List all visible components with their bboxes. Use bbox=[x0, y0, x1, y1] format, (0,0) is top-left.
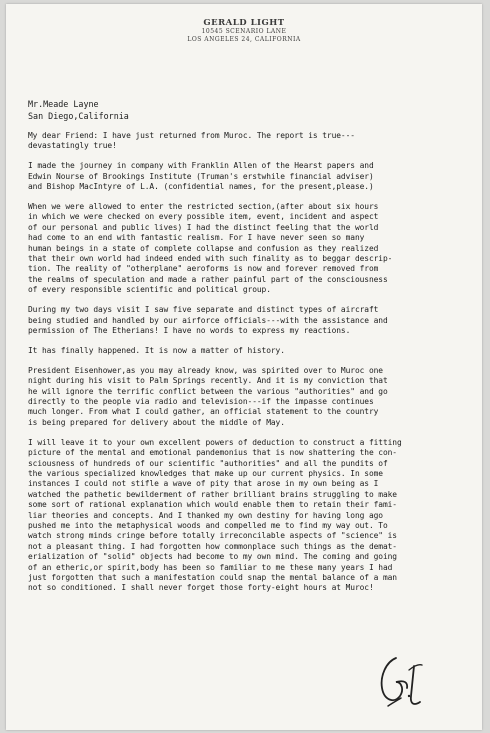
paragraph-restricted-section: When we were allowed to enter the restricted section,(after about six hours in which we were checked on every possible item, event, incident and aspect of our personal and public lives) I had the distinct feeling that the world had come to an end with fantastic realism. For I have never seen so many human beings in a state of complete collapse and confusion as they realized that their own world had indeed ended with such finality as to beggar descrip- tion. The reality of "otherplane" aeroforms is now and forever removed from the realms of speculation and made a rather painful part of the consciousness of every responsible scientific and political group. bbox=[28, 202, 393, 295]
letterhead-name: GERALD LIGHT bbox=[203, 18, 285, 28]
paragraph-salutation: My dear Friend: I have just returned from Muroc. The report is true--- devastatingly true! bbox=[28, 131, 355, 151]
letter-body bbox=[28, 131, 476, 603]
paragraph-companions: I made the journey in company with Franklin Allen of the Hearst papers and Edwin Nourse of Brookings Institute (Truman's erstwhile financial adviser) and Bishop MacIntyre of L.A. (confidential names, for the present,please.) bbox=[28, 161, 374, 192]
recipient-address bbox=[28, 98, 129, 122]
letterhead-city: LOS ANGELES 24, CALIFORNIA bbox=[187, 36, 301, 43]
handwritten-signature bbox=[374, 652, 424, 712]
paragraph-eisenhower: President Eisenhower,as you may already know, was spirited over to Muroc one night during his visit to Palm Springs recently. And it is my conviction that he will ignore the terrific conflict between the various "authorities" and go directly to the people via radio and television---if the impasse continues much longer. From what I could gather, an official statement to the country is being prepared for delivery about the middle of May. bbox=[28, 365, 388, 427]
letter-page bbox=[6, 4, 482, 730]
letterhead-street: 10545 SCENARIO LANE bbox=[201, 28, 287, 35]
letterhead bbox=[6, 18, 482, 44]
recipient-name: Mr.Meade Layne bbox=[28, 99, 99, 109]
recipient-city: San Diego,California bbox=[28, 111, 129, 121]
paragraph-aircraft: During my two days visit I saw five separate and distinct types of aircraft being studied and handled by our airforce officials---with the assistance and permission of The Etherians! I have no words to express my reactions. bbox=[28, 305, 388, 335]
paragraph-deduction: I will leave it to your own excellent powers of deduction to construct a fitting picture of the mental and emotional pandemonius that is now shattering the con- sciousness of hundreds of our scientific "authorities" and all the pundits of the various specialized knowledges that make up our current physics. In some instances I could not stifle a wave of pity that arose in my own being as I watched the pathetic bewilderment of rather brilliant brains struggling to make some sort of rational explanation which would enable them to retain their fami- liar theories and concepts. And I thanked my own destiny for having long ago pushed me into the metaphysical woods and compelled me to find my way out. To watch strong minds cringe before totally irreconcilable aspects of "science" is not a pleasant thing. I had forgotten how commonplace such things as the demat- erialization of "solid" objects had become to my own mind. The coming and going of an etheric,or spirit,body has been so familiar to me these many years I had just forgotten that such a manifestation could snap the mental balance of a man not so conditioned. I shall never forget those forty-eight hours at Muroc! bbox=[28, 437, 402, 593]
paragraph-history: It has finally happened. It is now a matter of history. bbox=[28, 345, 285, 355]
